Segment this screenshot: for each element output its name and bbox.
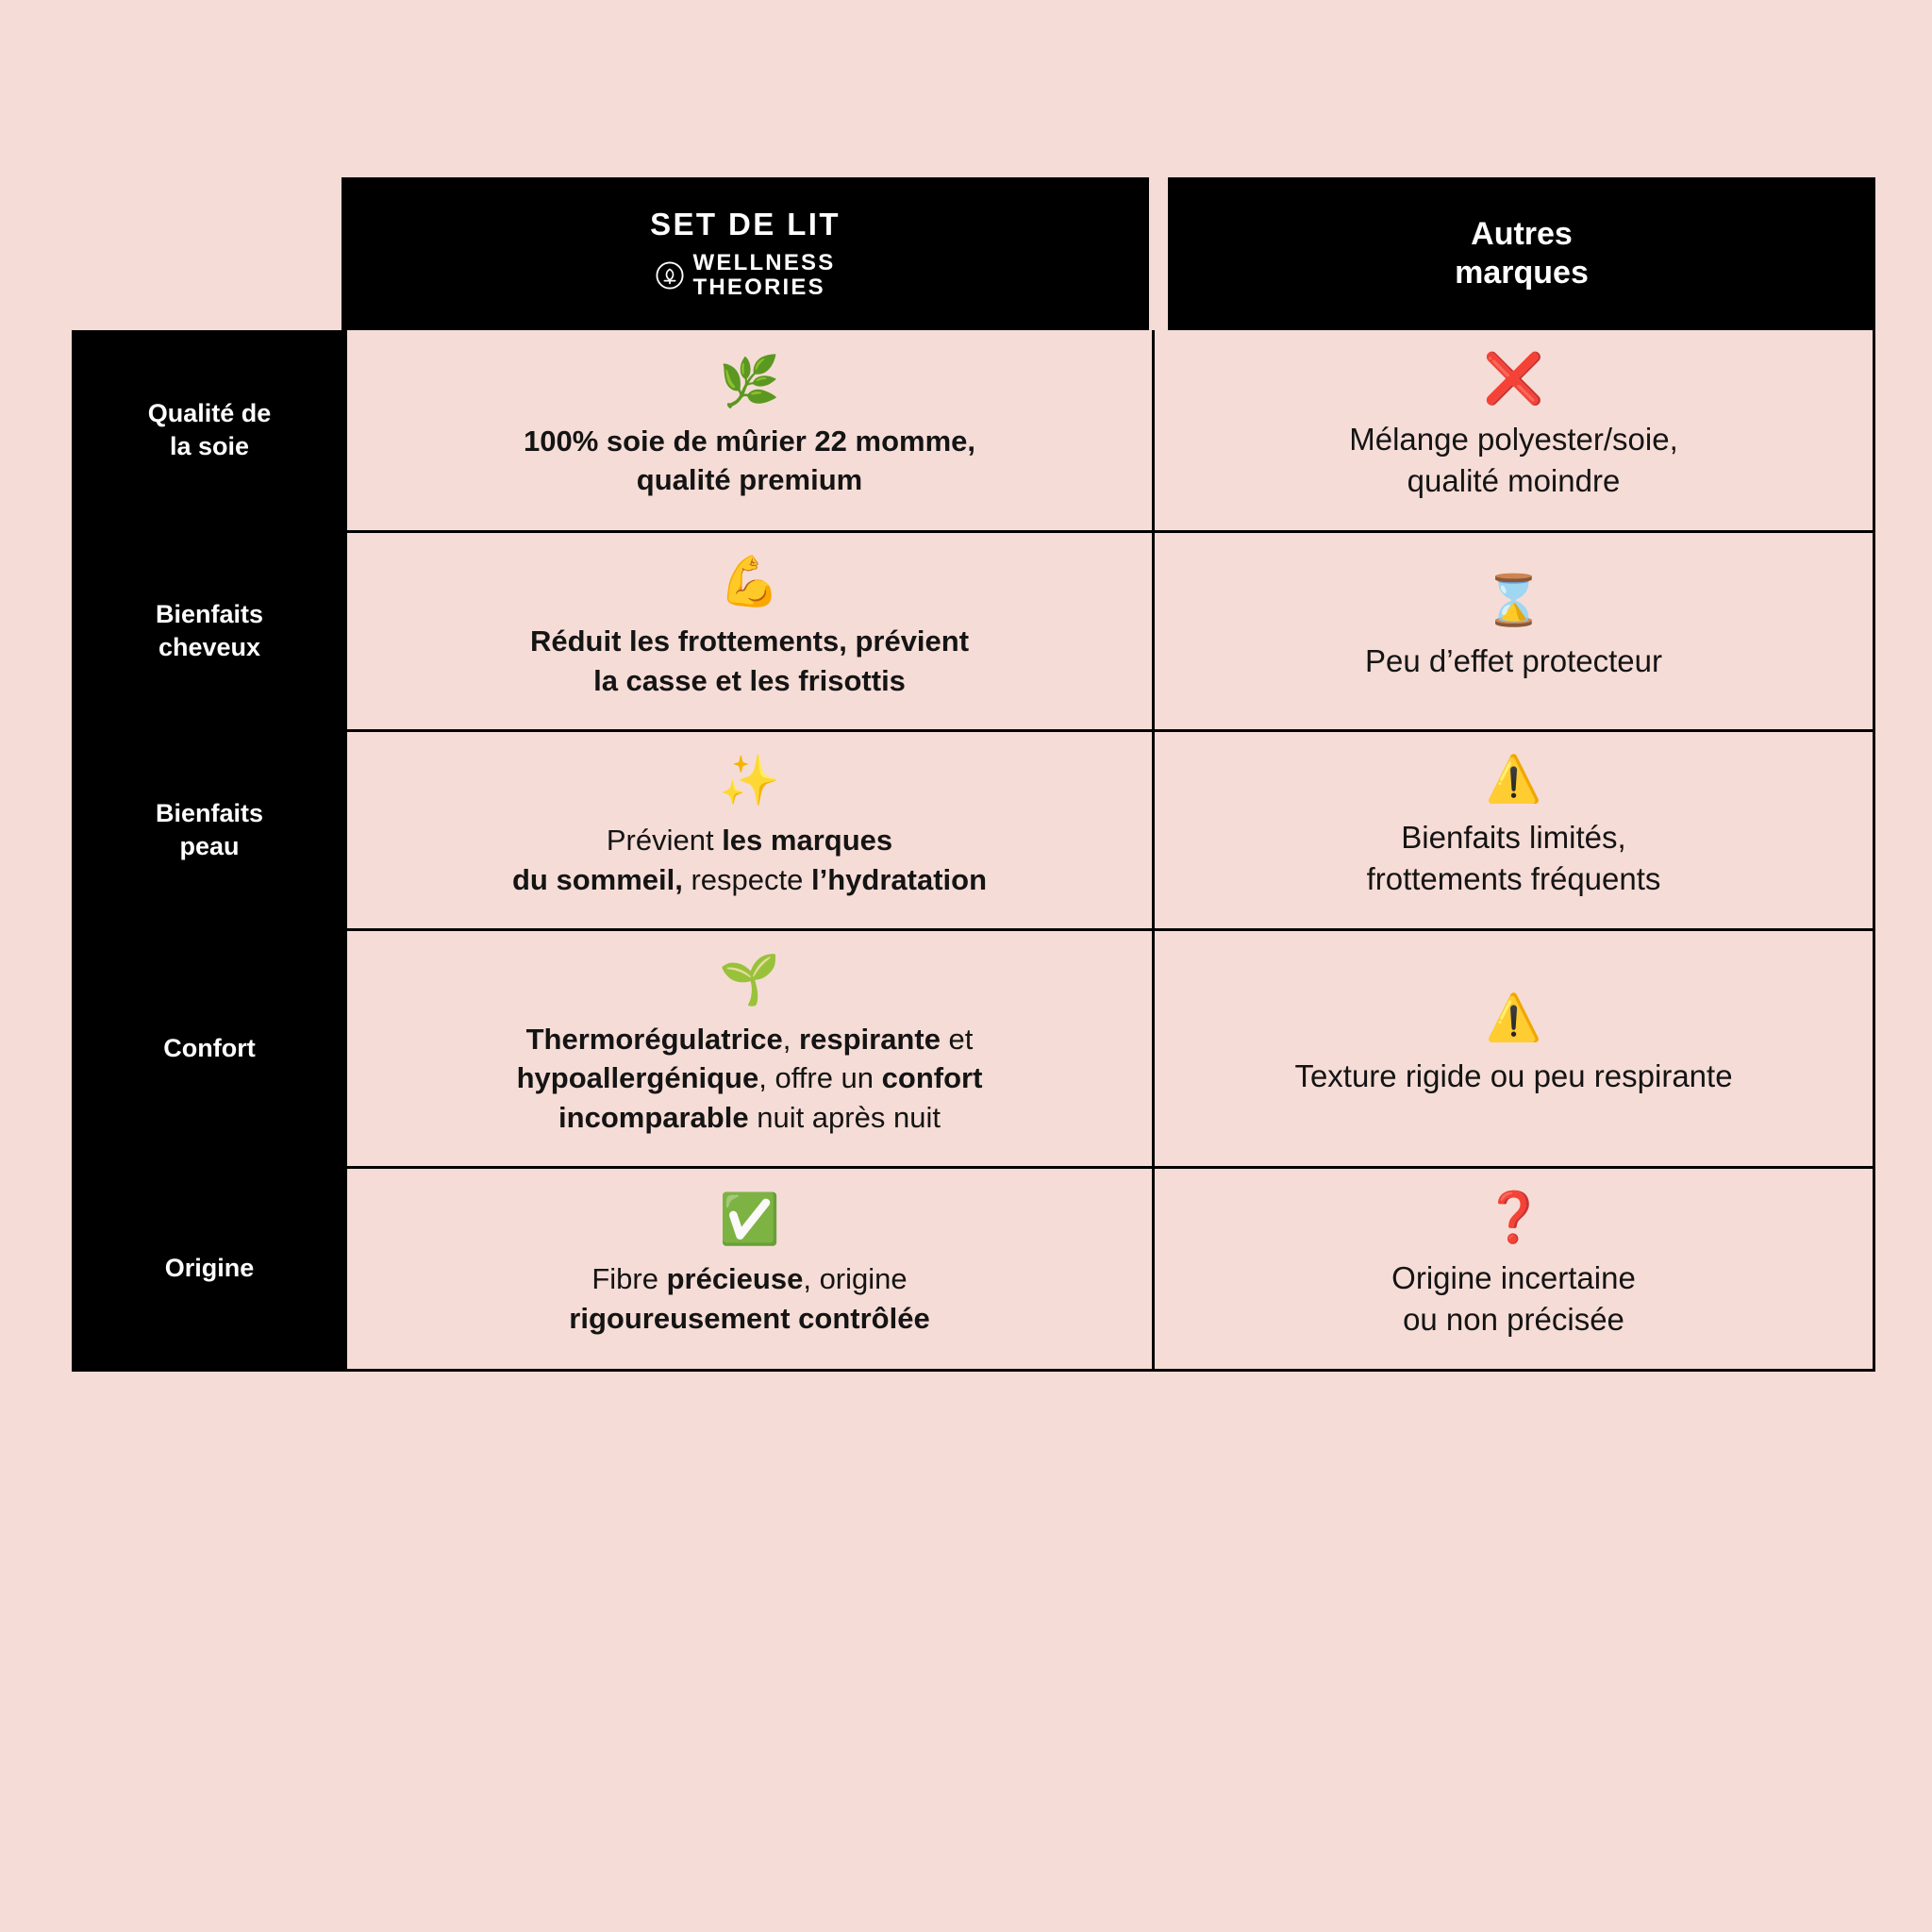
sparkles-icon: ✨	[719, 753, 780, 810]
cell-ours-text-line1a: Prévient	[606, 824, 723, 858]
herb-icon: 🌿	[719, 353, 780, 410]
cell-ours-bienfaits-peau	[344, 732, 1152, 928]
table-row	[75, 729, 1873, 928]
cell-ours-text-line2b: respecte	[682, 862, 811, 896]
row-label-bienfaits-peau: Bienfaits peau	[75, 732, 344, 928]
cell-ours-text-line1c: , origine	[803, 1262, 908, 1296]
cell-ours-text-line1a: Thermorégulatrice	[525, 1022, 783, 1056]
cell-ours-confort	[344, 931, 1152, 1166]
header-theirs-title-line2: marques	[1455, 255, 1589, 291]
warning-icon: ⚠️	[1485, 991, 1542, 1045]
row-label-qualite-soie: Qualité de la soie	[75, 330, 344, 530]
cell-ours-text-line1d: et	[940, 1022, 974, 1056]
header-corner-spacer	[72, 177, 341, 330]
brand-word-line1: WELLNESS	[692, 249, 836, 275]
header-ours-title: SET DE LIT	[650, 206, 841, 242]
flexed-biceps-icon: 💪	[719, 554, 780, 611]
cell-ours-text-line3b: nuit après nuit	[748, 1101, 941, 1134]
cell-ours-origine	[344, 1169, 1152, 1369]
row-label-bienfaits-cheveux: Bienfaits cheveux	[75, 533, 344, 728]
cell-theirs-bienfaits-cheveux	[1152, 533, 1873, 728]
cell-ours-text-line2: qualité premium	[636, 463, 863, 497]
cell-theirs-text-line1: Mélange polyester/soie,	[1349, 422, 1678, 457]
cell-ours-text-line1: 100% soie de mûrier 22 momme,	[523, 424, 975, 458]
cell-ours-text-line1b: ,	[782, 1022, 800, 1056]
cell-ours-text-line2b: , offre un	[758, 1061, 882, 1095]
cell-ours-text-line2: rigoureusement contrôlée	[569, 1301, 930, 1335]
cell-theirs-text-line2: ou non précisée	[1403, 1301, 1624, 1337]
cross-mark-icon: ❌	[1483, 351, 1544, 408]
cell-ours-text-line2a: hypoallergénique	[516, 1061, 759, 1095]
cell-theirs-text-line1: Texture rigide ou peu respirante	[1294, 1058, 1733, 1094]
cell-ours-text-line1a: Fibre	[591, 1262, 667, 1296]
header-theirs-title-line1: Autres	[1471, 215, 1573, 252]
cell-ours-text-line2a: du sommeil,	[511, 862, 683, 896]
table-row	[75, 928, 1873, 1166]
seedling-icon: 🌱	[719, 951, 780, 1008]
cell-theirs-text-line2: qualité moindre	[1407, 463, 1621, 499]
table-row	[75, 330, 1873, 530]
red-question-mark-icon: ❓	[1483, 1189, 1544, 1246]
hourglass-icon: ⌛	[1483, 572, 1544, 629]
header-column-gap	[1158, 177, 1168, 330]
cell-ours-text-line2: la casse et les frisottis	[593, 663, 906, 697]
header-cell-ours	[341, 177, 1149, 330]
leaf-emblem-icon	[656, 261, 684, 290]
table-body	[72, 330, 1875, 1372]
table-header-row	[72, 177, 1875, 330]
cell-ours-bienfaits-cheveux	[344, 533, 1152, 728]
cell-theirs-text-line2: frottements fréquents	[1366, 860, 1661, 896]
cell-theirs-bienfaits-peau	[1152, 732, 1873, 928]
table-row	[75, 530, 1873, 728]
cell-ours-qualite-soie	[344, 330, 1152, 530]
cell-ours-text-line2c: l’hydratation	[810, 862, 987, 896]
row-label-confort: Confort	[75, 931, 344, 1166]
cell-theirs-confort	[1152, 931, 1873, 1166]
cell-ours-text-line1: Réduit les frottements, prévient	[529, 625, 970, 658]
cell-ours-text-line1c: respirante	[799, 1022, 941, 1056]
cell-ours-text-line1b: précieuse	[666, 1262, 804, 1296]
cell-theirs-qualite-soie	[1152, 330, 1873, 530]
cell-theirs-text-line1: Bienfaits limités,	[1401, 819, 1626, 855]
warning-icon: ⚠️	[1485, 752, 1542, 806]
cell-ours-text-line3a: incomparable	[558, 1101, 749, 1134]
brand-wordmark	[693, 251, 836, 302]
cell-theirs-text-line1: Peu d’effet protecteur	[1365, 642, 1662, 678]
header-cell-theirs	[1168, 177, 1875, 330]
row-label-origine: Origine	[75, 1169, 344, 1369]
comparison-table	[72, 177, 1875, 1372]
table-row	[75, 1166, 1873, 1369]
cell-ours-text-line2c: confort	[881, 1061, 983, 1095]
check-mark-button-icon: ✅	[719, 1191, 780, 1249]
brand-lockup	[656, 251, 836, 302]
cell-theirs-origine	[1152, 1169, 1873, 1369]
cell-ours-text-line1b: les marques	[722, 824, 893, 858]
cell-theirs-text-line1: Origine incertaine	[1391, 1259, 1636, 1295]
brand-word-line2: THEORIES	[692, 275, 825, 301]
